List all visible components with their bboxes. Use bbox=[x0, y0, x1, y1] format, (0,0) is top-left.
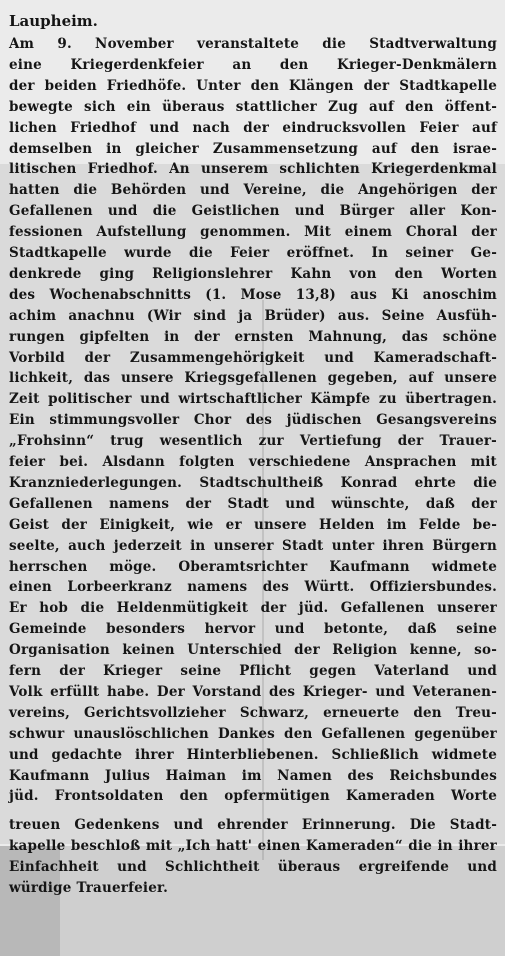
article-line: kapelle beschloß mit „Ich hatt' einen Kameraden“ die in ihrer bbox=[9, 838, 497, 854]
article-line: Vorbild der Zusammengehörigkeit und Kameradschaft- bbox=[9, 350, 497, 366]
article-line: rungen gipfelten in der ernsten Mahnung, das schöne bbox=[9, 329, 497, 345]
article-line: treuen Gedenkens und ehrender Erinnerung. Die Stadt- bbox=[9, 817, 497, 833]
article-line: lichen Friedhof und nach der eindrucksvollen Feier auf bbox=[9, 120, 497, 136]
article-line: Zeit politischer und wirtschaftlicher Kämpfe zu übertragen. bbox=[9, 391, 497, 407]
article-line: Ein stimmungsvoller Chor des jüdischen Gesangsvereins bbox=[9, 412, 497, 428]
article-line: demselben in gleicher Zusammensetzung auf den israe- bbox=[9, 141, 497, 157]
article-line: lichkeit, das unsere Kriegsgefallenen gegeben, auf unsere bbox=[9, 370, 497, 386]
article-line: würdige Trauerfeier. bbox=[9, 880, 168, 896]
article-line: Er hob die Heldenmütigkeit der jüd. Gefallenen unserer bbox=[9, 600, 497, 616]
article-line: denkrede ging Religionslehrer Kahn von den Worten bbox=[9, 266, 497, 282]
article-line: achim anachnu (Wir sind ja Brüder) aus. Seine Ausfüh- bbox=[9, 308, 497, 324]
article-line: herrschen möge. Oberamtsrichter Kaufmann widmete bbox=[9, 559, 497, 575]
article-line: Kranzniederlegungen. Stadtschultheiß Konrad ehrte die bbox=[9, 475, 497, 491]
article-line: und gedachte ihrer Hinterbliebenen. Schließlich widmete bbox=[9, 747, 497, 763]
article-line: litischen Friedhof. An unserem schlichten Kriegerdenkmal bbox=[9, 161, 497, 177]
article-line: jüd. Frontsoldaten den opfermütigen Kameraden Worte bbox=[9, 788, 497, 804]
article-heading: Laupheim. bbox=[9, 12, 98, 30]
article-line: fern der Krieger seine Pflicht gegen Vaterland und bbox=[9, 663, 497, 679]
article-line: seelte, auch jederzeit in unserer Stadt unter ihren Bürgern bbox=[9, 538, 497, 554]
article-line: Organisation keinen Unterschied der Religion kenne, so- bbox=[9, 642, 497, 658]
article-line: einen Lorbeerkranz namens des Württ. Offiziersbundes. bbox=[9, 579, 497, 595]
article-line: feier bei. Alsdann folgten verschiedene Ansprachen mit bbox=[9, 454, 497, 470]
article-line: eine Kriegerdenkfeier an den Krieger-Denkmälern bbox=[9, 57, 497, 73]
article-line: Gemeinde besonders hervor und betonte, daß seine bbox=[9, 621, 497, 637]
article-line: Gefallenen namens der Stadt und wünschte, daß der bbox=[9, 496, 497, 512]
article-line: Stadtkapelle wurde die Feier eröffnet. In seiner Ge- bbox=[9, 245, 497, 261]
article-line: Gefallenen und die Geistlichen und Bürger aller Kon- bbox=[9, 203, 497, 219]
article-line: Geist der Einigkeit, wie er unsere Helden im Felde be- bbox=[9, 517, 497, 533]
article-line: bewegte sich ein überaus stattlicher Zug auf den öffent- bbox=[9, 99, 497, 115]
article-line: vereins, Gerichtsvollzieher Schwarz, erneuerte den Treu- bbox=[9, 705, 497, 721]
article-line: schwur unauslöschlichen Dankes den Gefallenen gegenüber bbox=[9, 726, 497, 742]
article-line: Volk erfüllt habe. Der Vorstand des Krieger- und Veteranen- bbox=[9, 684, 497, 700]
article-line: Am 9. November veranstaltete die Stadtverwaltung bbox=[9, 36, 497, 52]
article-line: Kaufmann Julius Haiman im Namen des Reichsbundes bbox=[9, 768, 497, 784]
article-line: Einfachheit und Schlichtheit überaus ergreifende und bbox=[9, 859, 497, 875]
article-line: der beiden Friedhöfe. Unter den Klängen der Stadtkapelle bbox=[9, 78, 497, 94]
article-line: „Frohsinn“ trug wesentlich zur Vertiefung der Trauer- bbox=[9, 433, 497, 449]
article-line: des Wochenabschnitts (1. Mose 13,8) aus Ki anoschim bbox=[9, 287, 497, 303]
article-line: fessionen Aufstellung genommen. Mit einem Choral der bbox=[9, 224, 497, 240]
article-line: hatten die Behörden und Vereine, die Angehörigen der bbox=[9, 182, 497, 198]
